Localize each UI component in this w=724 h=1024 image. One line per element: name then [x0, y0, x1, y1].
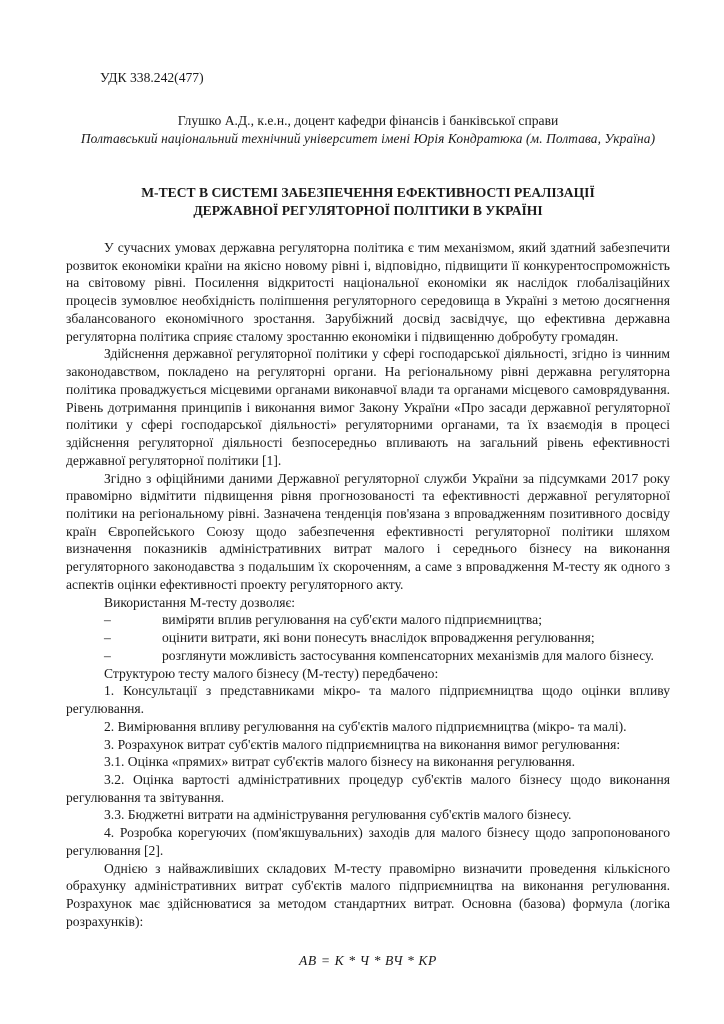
- list-item-text: оцінити витрати, які вони понесуть внаслідок впровадження регулювання;: [162, 630, 595, 646]
- title-line-2: ДЕРЖАВНОЇ РЕГУЛЯТОРНОЇ ПОЛІТИКИ В УКРАЇНІ: [193, 202, 543, 218]
- paragraph-item-4: 4. Розробка корегуючих (пом'якшувальних) заходів для малого бізнесу щодо запропонованого регулювання [2].: [66, 825, 670, 858]
- paragraph-item-3-3: 3.3. Бюджетні витрати на адміністрування регулювання суб'єктів малого бізнесу.: [104, 807, 572, 823]
- dash-marker: –: [104, 630, 111, 646]
- paragraph-item-3: 3. Розрахунок витрат суб'єктів малого підприємництва на виконання вимог регулювання:: [104, 736, 621, 752]
- author-byline: Глушко А.Д., к.е.н., доцент кафедри фінансів і банківської справи: [177, 112, 559, 128]
- author-affiliation: Полтавський національний технічний університет імені Юрія Кондратюка (м. Полтава, Україна): [80, 131, 656, 147]
- paragraph-intro: У сучасних умовах державна регуляторна політика є тим механізмом, який здатний забезпечити розвиток економіки країни на якісно новому рівні і, відповідно, підвищити її конкурентоспроможність на світовому рівні. Посилення відкритості національної економіки як наслідок глобалізаційних процесів зумовлює необхідність поліпшення регуляторного середовища в Україні з метою досягнення збалансованого економічного зростання. Зарубіжний досвід засвідчує, що ефективна державна регуляторна політика сприяє сталому зростанню економіки і підвищенню добробуту громадян.: [66, 239, 670, 344]
- document-body: [66, 239, 670, 969]
- formula-base: АВ = К * Ч * ВЧ * КР: [299, 952, 437, 968]
- paragraph-item-3-1: 3.1. Оцінка «прямих» витрат суб'єктів малого бізнесу на виконання регулювання.: [104, 754, 576, 770]
- paragraph-calculation: Однією з найважливіших складових М-тесту правомірно визначити проведення кількісного обрахунку адміністративних витрат суб'єктів малого підприємництва на виконання регулювання. Розрахунок має здійснюватися за методом стандартних витрат. Основна (базова) формула (логіка розрахунків):: [66, 860, 670, 929]
- dash-marker: –: [104, 612, 111, 628]
- page-title: [66, 184, 670, 219]
- paragraph-item-1: 1. Консультації з представниками мікро- та малого підприємництва щодо оцінки впливу регулювання.: [66, 683, 670, 717]
- paragraph-mtest-structure: Структурою тесту малого бізнесу (М-тесту) передбачено:: [104, 665, 439, 681]
- paragraph-item-2: 2. Вимірювання впливу регулювання на суб'єктів малого підприємництва (мікро- та малі).: [104, 718, 627, 734]
- title-line-1: М-ТЕСТ В СИСТЕМІ ЗАБЕЗПЕЧЕННЯ ЕФЕКТИВНОСТІ РЕАЛІЗАЦІЇ: [141, 185, 595, 201]
- mtest-benefits-list: [66, 611, 670, 664]
- list-item: [66, 629, 670, 647]
- paragraph-official-data: Згідно з офіційними даними Державної регуляторної служби України за підсумками 2017 року правомірно відмітити підвищення рівня прогнозованості та ефективності державної регуляторної політики на регіональному рівні. Зазначена тенденція пов'язана з впровадженням позитивного досвіду країн Європейського Союзу щодо забезпечення ефективності регуляторної політики шляхом визначення показників адміністративних витрат малого і середнього бізнесу на виконання регуляторного законодавства з подальшим їх скороченням, а саме з впровадження М-тесту як одного з аспектів оцінки ефективності проекту регуляторного акту.: [66, 470, 670, 592]
- list-item: [66, 647, 670, 665]
- udk-code: УДК 338.242(477): [100, 70, 204, 85]
- dash-marker: –: [104, 647, 111, 663]
- paragraph-item-3-2: 3.2. Оцінка вартості адміністративних процедур суб'єктів малого бізнесу щодо виконання регулювання та звітування.: [66, 772, 670, 805]
- list-item: [66, 611, 670, 629]
- paragraph-mtest-allows: Використання М-тесту дозволяє:: [104, 594, 296, 610]
- list-item-text: виміряти вплив регулювання на суб'єкти малого підприємництва;: [162, 612, 542, 628]
- list-item-text: розглянути можливість застосування компенсаторних механізмів для малого бізнесу.: [162, 647, 654, 663]
- paragraph-regulatory-policy: Здійснення державної регуляторної політики у сфері господарської діяльності, згідно із чинним законодавством, покладено на регуляторні органи. На регіональному рівні державна регуляторна політика проваджується місцевими органами виконавчої влади та органами місцевого самоврядування. Рівень дотримання принципів і виконання вимог Закону України «Про засади державної регуляторної політики у сфері господарської діяльності» регуляторними органами, та їх взаємодія в процесі здійснення регуляторної діяльності безпосередньо впливають на загальний рівень ефективності державної регуляторної політики [1].: [66, 346, 670, 468]
